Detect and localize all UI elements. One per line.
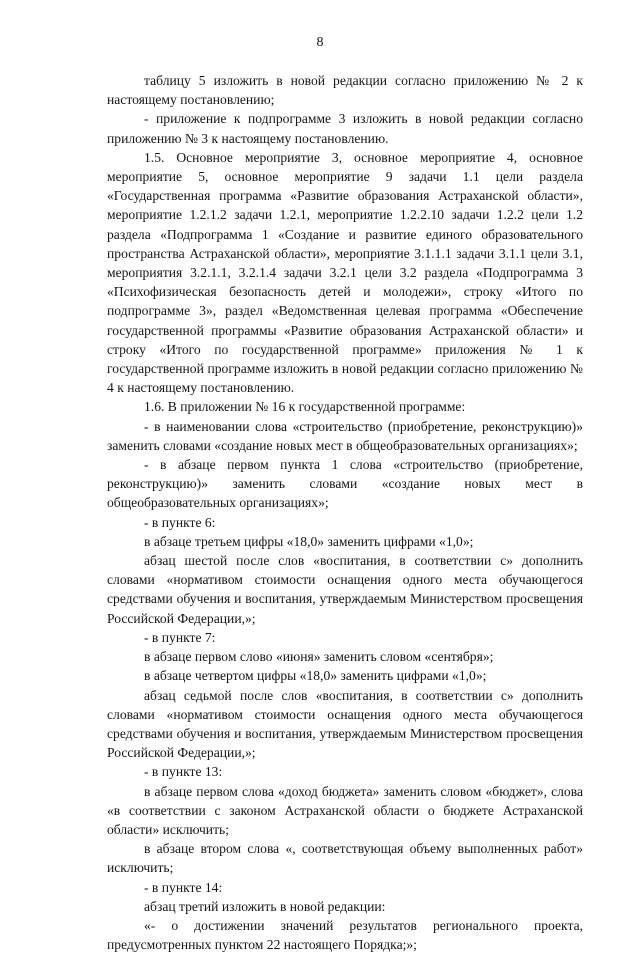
paragraph: в абзаце втором слова «, соответствующая объему выполненных работ» исключить; <box>107 841 583 876</box>
paragraph: - в наименовании слова «строительство (приобретение, реконструкцию)» заменить словами «создание новых мест в общеобразовательных организациях»; <box>107 418 583 453</box>
document-body <box>107 71 583 954</box>
paragraph: - в пункте 7: <box>144 629 216 645</box>
paragraph: в абзаце третьем цифры «18,0» заменить цифрами «1,0»; <box>144 533 474 549</box>
paragraph: - в пункте 13: <box>144 764 223 780</box>
paragraph: «- о достижении значений результатов регионального проекта, предусмотренных пунктом 22 настоящего Порядка;»; <box>107 917 583 953</box>
paragraph: в абзаце первом слово «июня» заменить словом «сентября»; <box>144 649 494 665</box>
paragraph: таблицу 5 изложить в новой редакции согласно приложению № 2 к настоящему постановлению; <box>107 73 583 108</box>
page-number: 8 <box>316 35 324 50</box>
paragraph: - в пункте 6: <box>144 514 216 530</box>
paragraph: в абзаце первом слова «доход бюджета» заменить словом «бюджет», слова «в соответствии с законом Астраханской области о бюджете Астраханской области» исключить; <box>107 783 583 837</box>
paragraph: 1.6. В приложении № 16 к государственной программе: <box>144 399 466 415</box>
paragraph: - в абзаце первом пункта 1 слова «строительство (приобретение, реконструкцию)» заменить словами «создание новых мест в общеобразовательных организациях»; <box>107 457 583 511</box>
paragraph: абзац седьмой после слов «воспитания, в соответствии с» дополнить словами «нормативом стоимости оснащения одного места обучающегося средствами обучения и воспитания, утверждаемым Министерством просвещения Российской Федерации,»; <box>107 687 583 761</box>
paragraph: абзац третий изложить в новой редакции: <box>144 898 386 914</box>
paragraph: абзац шестой после слов «воспитания, в соответствии с» дополнить словами «нормативом стоимости оснащения одного места обучающегося средствами обучения и воспитания, утверждаемым Министерством просвещения Российской Федерации,»; <box>107 553 583 626</box>
paragraph: 1.5. Основное мероприятие 3, основное мероприятие 4, основное мероприятие 5, основное мероприятие 9 задачи 1.1 цели раздела «Государственная программа «Развитие образования Астраханской области», мероприятие 1.2.1.2 задачи 1.2.1, мероприятие 1.2.2.10 задачи 1.2.2 цели 1.2 раздела «Подпрограмма 1 «Создание и развитие единого образовательного пространства Астраханской области», мероприятие 3.1.1.1 задачи 3.1.1 цели 3.1, мероприятия 3.2.1.1, 3.2.1.4 задачи 3.2.1 цели 3.2 раздела «Подпрограмма 3 «Психофизическая безопасность детей и молодежи», строку «Итого по подпрограмме 3», раздел «Ведомственная целевая программа «Обеспечение государственной программы «Развитие образования Астраханской области» и строку «Итого по государственной программе» приложения № 1 к государственной программе изложить в новой редакции согласно приложению № 4 к настоящему постановлению. <box>107 149 583 396</box>
paragraph: в абзаце четвертом цифры «18,0» заменить цифрами «1,0»; <box>144 668 487 684</box>
paragraph: - в пункте 14: <box>144 879 223 895</box>
paragraph: - приложение к подпрограмме 3 изложить в новой редакции согласно приложению № 3 к настоящему постановлению. <box>107 111 583 146</box>
